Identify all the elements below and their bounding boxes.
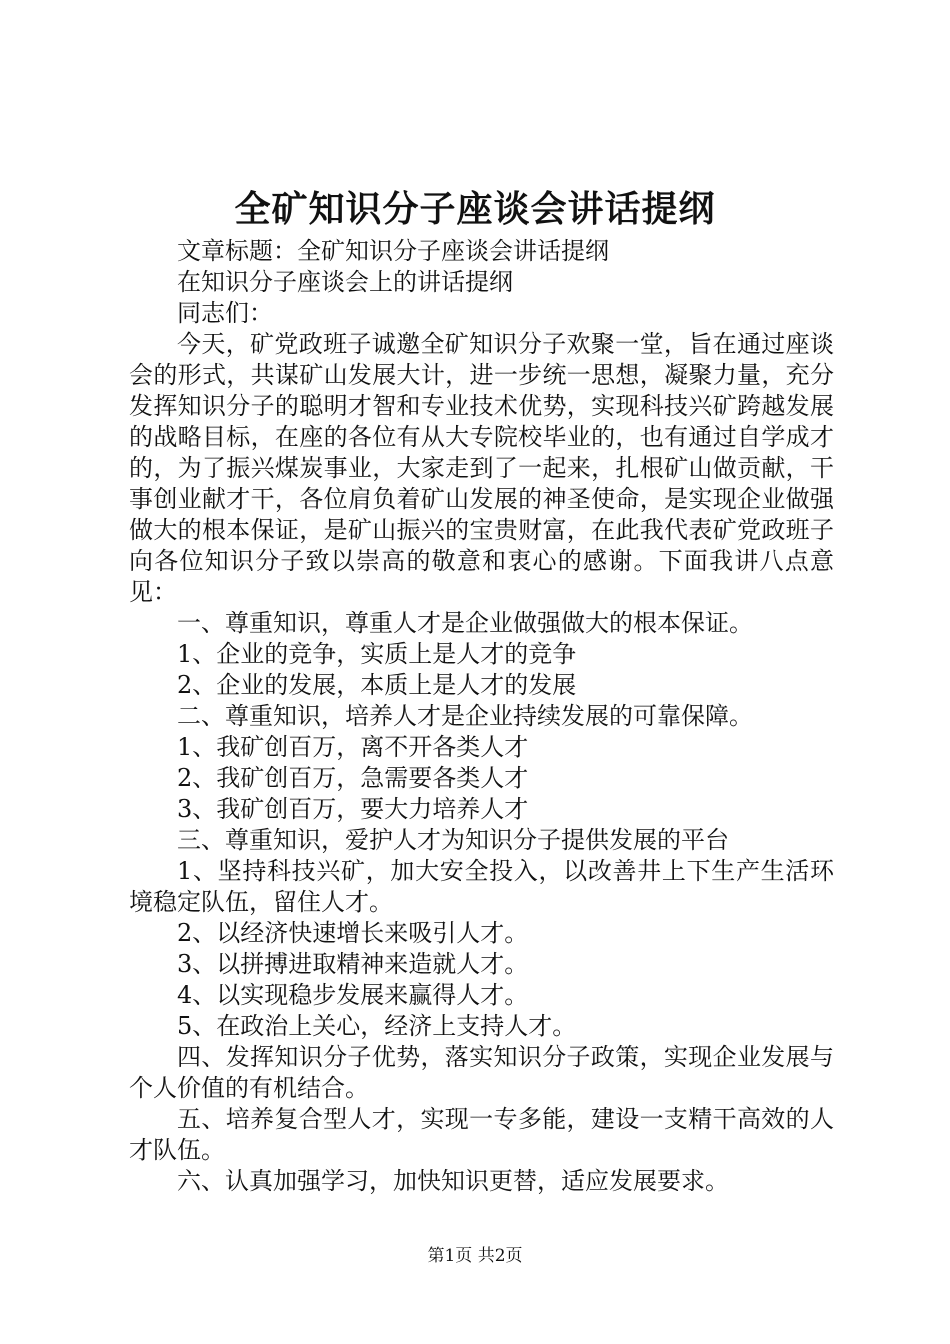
page-number-footer: 第1页 共2页: [427, 1246, 523, 1266]
paragraph: 四、发挥知识分子优势，落实知识分子政策，实现企业发展与个人价值的有机结合。: [129, 1043, 834, 1102]
paragraph: 一、尊重知识，尊重人才是企业做强做大的根本保证。: [177, 609, 753, 637]
paragraph: 今天，矿党政班子诚邀全矿知识分子欢聚一堂，旨在通过座谈会的形式，共谋矿山发展大计，进一步统一思想，凝聚力量，充分发挥知识分子的聪明才智和专业技术优势，实现科技兴矿跨越发展的战略目标，在座的各位有从大专院校毕业的，也有通过自学成才的，为了振兴煤炭事业，大家走到了一起来，扎根矿山做贡献，干事创业献才干，各位肩负着矿山发展的神圣使命，是实现企业做强做大的根本保证，是矿山振兴的宝贵财富，在此我代表矿党政班子向各位知识分子致以崇高的敬意和衷心的感谢。下面我讲八点意见：: [129, 330, 834, 606]
paragraph: 3、我矿创百万，要大力培养人才: [177, 795, 529, 823]
paragraph: 在知识分子座谈会上的讲话提纲: [177, 268, 513, 296]
paragraph: 二、尊重知识，培养人才是企业持续发展的可靠保障。: [177, 702, 753, 730]
paragraph: 4、以实现稳步发展来赢得人才。: [177, 981, 529, 1009]
paragraph: 2、我矿创百万，急需要各类人才: [177, 764, 529, 792]
paragraph: 5、在政治上关心，经济上支持人才。: [177, 1012, 577, 1040]
paragraph: 文章标题：全矿知识分子座谈会讲话提纲: [177, 237, 609, 265]
paragraph: 1、我矿创百万，离不开各类人才: [177, 733, 529, 761]
document-title: 全矿知识分子座谈会讲话提纲: [234, 188, 716, 230]
paragraph: 1、企业的竞争，实质上是人才的竞争: [177, 640, 577, 668]
paragraph: 六、认真加强学习，加快知识更替，适应发展要求。: [177, 1167, 729, 1195]
paragraph: 五、培养复合型人才，实现一专多能，建设一支精干高效的人才队伍。: [129, 1105, 834, 1164]
paragraph: 2、以经济快速增长来吸引人才。: [177, 919, 529, 947]
paragraph: 1、坚持科技兴矿，加大安全投入，以改善井上下生产生活环境稳定队伍，留住人才。: [129, 857, 834, 916]
document-body: [129, 236, 834, 1197]
paragraph: 三、尊重知识，爱护人才为知识分子提供发展的平台: [177, 826, 729, 854]
paragraph: 3、以拼搏进取精神来造就人才。: [177, 950, 529, 978]
paragraph: 2、企业的发展，本质上是人才的发展: [177, 671, 577, 699]
paragraph: 同志们：: [177, 299, 273, 327]
